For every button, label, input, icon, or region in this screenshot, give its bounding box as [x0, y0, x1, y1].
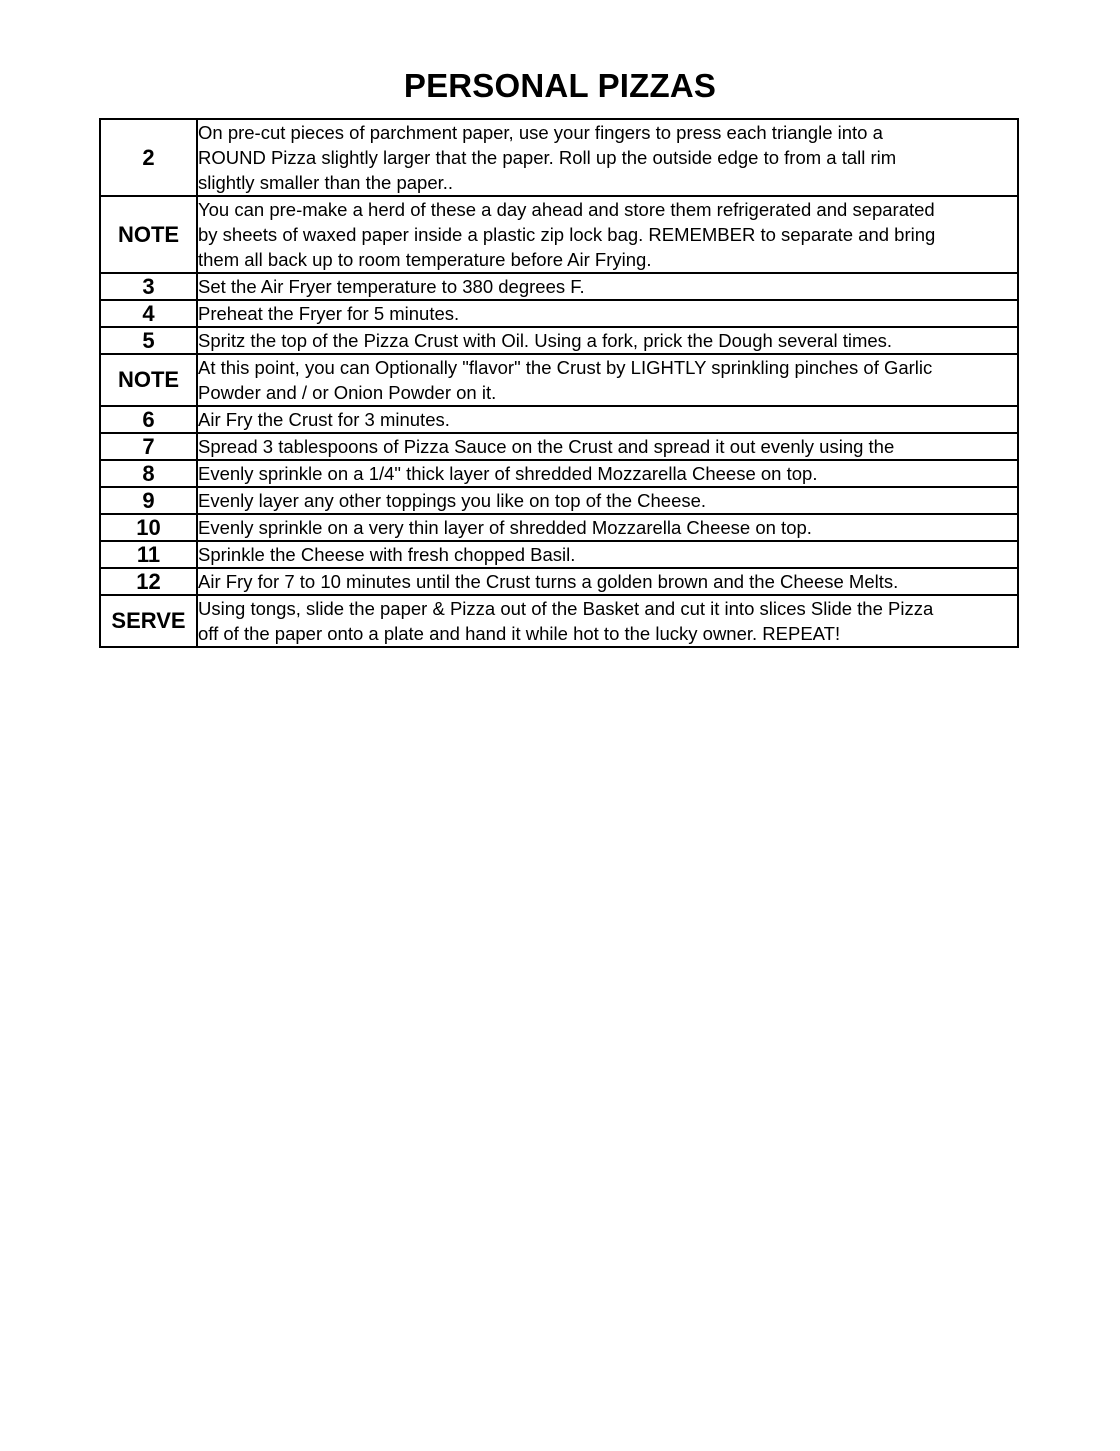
table-row [100, 514, 1018, 541]
step-label: 5 [100, 327, 197, 354]
instruction-line: Sprinkle the Cheese with fresh chopped Basil. [198, 544, 576, 565]
table-row [100, 273, 1018, 300]
instruction-line: Preheat the Fryer for 5 minutes. [198, 303, 460, 324]
step-instruction [197, 514, 1018, 541]
step-label: 12 [100, 568, 197, 595]
instruction-line: Evenly sprinkle on a very thin layer of shredded Mozzarella Cheese on top. [198, 517, 812, 538]
step-instruction [197, 327, 1018, 354]
step-instruction [197, 460, 1018, 487]
instruction-line: off of the paper onto a plate and hand it while hot to the lucky owner. REPEAT! [198, 623, 841, 644]
step-label: NOTE [100, 354, 197, 406]
instruction-line: them all back up to room temperature before Air Frying. [198, 249, 652, 270]
instruction-line: by sheets of waxed paper inside a plastic zip lock bag. REMEMBER to separate and bring [198, 224, 936, 245]
step-instruction [197, 196, 1018, 273]
step-label: 6 [100, 406, 197, 433]
step-instruction [197, 406, 1018, 433]
instruction-line: Powder and / or Onion Powder on it. [198, 382, 497, 403]
instruction-line: Spread 3 tablespoons of Pizza Sauce on the Crust and spread it out evenly using the [198, 436, 895, 457]
instruction-line: Using tongs, slide the paper & Pizza out of the Basket and cut it into slices Slide the Pizza [198, 598, 934, 619]
table-row [100, 595, 1018, 647]
instruction-line: You can pre-make a herd of these a day ahead and store them refrigerated and separated [198, 199, 935, 220]
table-row [100, 354, 1018, 406]
step-label: 8 [100, 460, 197, 487]
step-label: NOTE [100, 196, 197, 273]
step-instruction [197, 568, 1018, 595]
step-instruction [197, 119, 1018, 196]
recipe-steps-body [100, 119, 1018, 647]
recipe-steps-table [99, 118, 1019, 648]
instruction-line: Set the Air Fryer temperature to 380 degrees F. [198, 276, 585, 297]
table-row [100, 196, 1018, 273]
table-row [100, 327, 1018, 354]
step-label: 3 [100, 273, 197, 300]
step-instruction [197, 595, 1018, 647]
instruction-line: slightly smaller than the paper.. [198, 172, 454, 193]
instruction-line: Air Fry for 7 to 10 minutes until the Crust turns a golden brown and the Cheese Melts. [198, 571, 899, 592]
table-row [100, 487, 1018, 514]
table-row [100, 406, 1018, 433]
step-instruction [197, 273, 1018, 300]
instruction-line: Evenly layer any other toppings you like on top of the Cheese. [198, 490, 707, 511]
step-label: 4 [100, 300, 197, 327]
step-label: 2 [100, 119, 197, 196]
instruction-line: Evenly sprinkle on a 1/4" thick layer of shredded Mozzarella Cheese on top. [198, 463, 818, 484]
step-label: 7 [100, 433, 197, 460]
instruction-line: ROUND Pizza slightly larger that the paper. Roll up the outside edge to from a tall rim [198, 147, 897, 168]
step-label: 10 [100, 514, 197, 541]
step-instruction [197, 354, 1018, 406]
table-row [100, 433, 1018, 460]
step-instruction [197, 433, 1018, 460]
step-instruction [197, 300, 1018, 327]
table-row [100, 568, 1018, 595]
instruction-line: At this point, you can Optionally "flavor" the Crust by LIGHTLY sprinkling pinches of Garlic [198, 357, 933, 378]
step-label: 11 [100, 541, 197, 568]
table-row [100, 541, 1018, 568]
table-row [100, 300, 1018, 327]
step-label: SERVE [100, 595, 197, 647]
step-instruction [197, 541, 1018, 568]
step-label: 9 [100, 487, 197, 514]
table-row [100, 119, 1018, 196]
instruction-line: On pre-cut pieces of parchment paper, use your fingers to press each triangle into a [198, 122, 883, 143]
table-row [100, 460, 1018, 487]
page-title: PERSONAL PIZZAS [403, 67, 717, 104]
instruction-line: Spritz the top of the Pizza Crust with Oil. Using a fork, prick the Dough several times. [198, 330, 893, 351]
step-instruction [197, 487, 1018, 514]
instruction-line: Air Fry the Crust for 3 minutes. [198, 409, 450, 430]
